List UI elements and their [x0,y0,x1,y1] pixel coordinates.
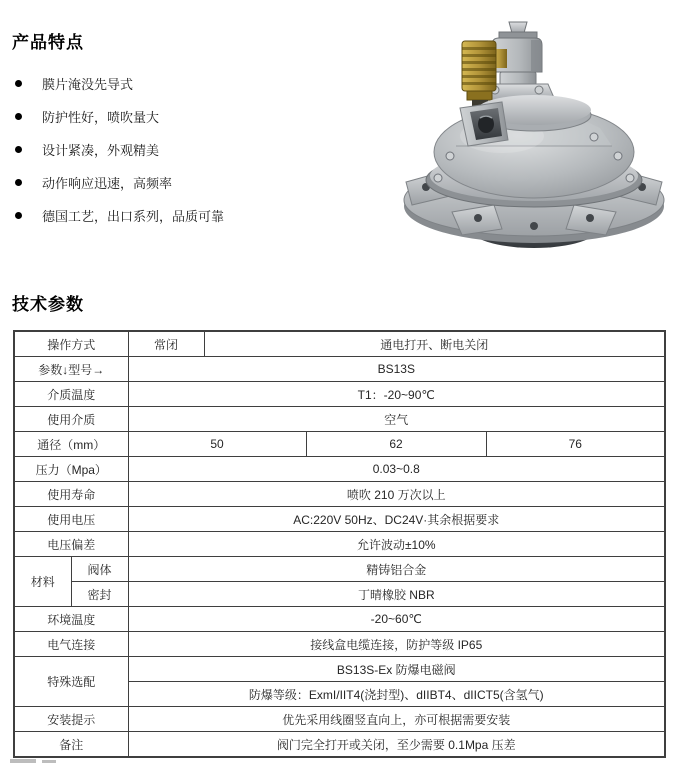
feature-item [12,109,372,123]
spec-value: AC:220V 50Hz、DC24V·其余根据要求 [128,507,665,532]
spec-row-material-body [14,557,665,582]
specs-title: 技术参数 [12,295,84,314]
spec-label: 安装提示 [14,707,128,732]
features-title: 产品特点 [12,33,84,52]
spec-value: 优先采用线圈竖直向上，亦可根据需要安装 [128,707,665,732]
spec-label: 压力（Mpa） [14,457,128,482]
spec-label-special: 特殊选配 [14,657,128,707]
feature-item-text: 防护性好，喷吹量大 [42,109,160,125]
spec-label: 电压偏差 [14,532,128,557]
bullet-icon [15,146,22,153]
spec-sublabel-seal: 密封 [71,582,128,607]
spec-value-diameter-50: 50 [128,432,306,457]
spec-label: 电气连接 [14,632,128,657]
spec-value: 防爆等级：ExmI/IIT4(浇封型)、dIIBT4、dIICT5(含氢气) [128,682,665,707]
spec-label: 介质温度 [14,382,128,407]
spec-label: 备注 [14,732,128,758]
specs-table [13,330,666,758]
spec-value: 精铸铝合金 [128,557,665,582]
spec-row-special-1 [14,657,665,682]
spec-label: 通径（mm） [14,432,128,457]
spec-row-ambient-temp [14,607,665,632]
spec-row-model [14,357,665,382]
spec-value-mode: 常闭 [128,331,204,357]
spec-row-media-temp [14,382,665,407]
feature-item-text: 动作响应迅速，高频率 [42,175,173,191]
feature-item-text: 膜片淹没先导式 [42,76,134,92]
cropped-text-fragment [10,759,36,763]
spec-value: 阀门完全打开或关闭，至少需要 0.1Mpa 压差 [128,732,665,758]
spec-label: 环境温度 [14,607,128,632]
feature-item [12,208,372,222]
spec-row-material-seal [14,582,665,607]
spec-label-material: 材料 [14,557,71,607]
feature-item-text: 设计紧凑，外观精美 [42,142,160,158]
spec-label: 使用电压 [14,507,128,532]
spec-label: 操作方式 [14,331,128,357]
spec-value: -20~60℃ [128,607,665,632]
spec-value: T1：-20~90℃ [128,382,665,407]
valve-illustration [398,14,670,260]
spec-value: 0.03~0.8 [128,457,665,482]
spec-value: 允许波动±10% [128,532,665,557]
spec-value: BS13S [128,357,665,382]
feature-item-text: 德国工艺，出口系列，品质可靠 [42,208,225,224]
spec-value: 丁晴橡胶 NBR [128,582,665,607]
spec-value: 喷吹 210 万次以上 [128,482,665,507]
spec-label: 参数↓型号→ [14,357,128,382]
spec-row-operation [14,331,665,357]
spec-value-diameter-76: 76 [486,432,665,457]
spec-row-remark [14,732,665,758]
spec-row-voltage-tolerance [14,532,665,557]
spec-row-installation [14,707,665,732]
product-features-section [12,28,372,241]
spec-row-electrical [14,632,665,657]
spec-value: 接线盒电缆连接，防护等级 IP65 [128,632,665,657]
bullet-icon [15,80,22,87]
spec-row-medium [14,407,665,432]
spec-value-diameter-62: 62 [306,432,486,457]
spec-value: BS13S-Ex 防爆电磁阀 [128,657,665,682]
bullet-icon [15,113,22,120]
bullet-icon [15,212,22,219]
spec-value: 通电打开、断电关闭 [204,331,665,357]
spec-sublabel-body: 阀体 [71,557,128,582]
spec-value: 空气 [128,407,665,432]
spec-row-service-life [14,482,665,507]
feature-item [12,175,372,189]
bullet-icon [15,179,22,186]
spec-row-pressure [14,457,665,482]
spec-label: 使用寿命 [14,482,128,507]
feature-item [12,142,372,156]
spec-row-diameter [14,432,665,457]
spec-label: 使用介质 [14,407,128,432]
technical-parameters-section [12,290,666,758]
valve-product-photo [398,14,670,260]
features-list [12,76,372,222]
feature-item [12,76,372,90]
spec-row-voltage [14,507,665,532]
